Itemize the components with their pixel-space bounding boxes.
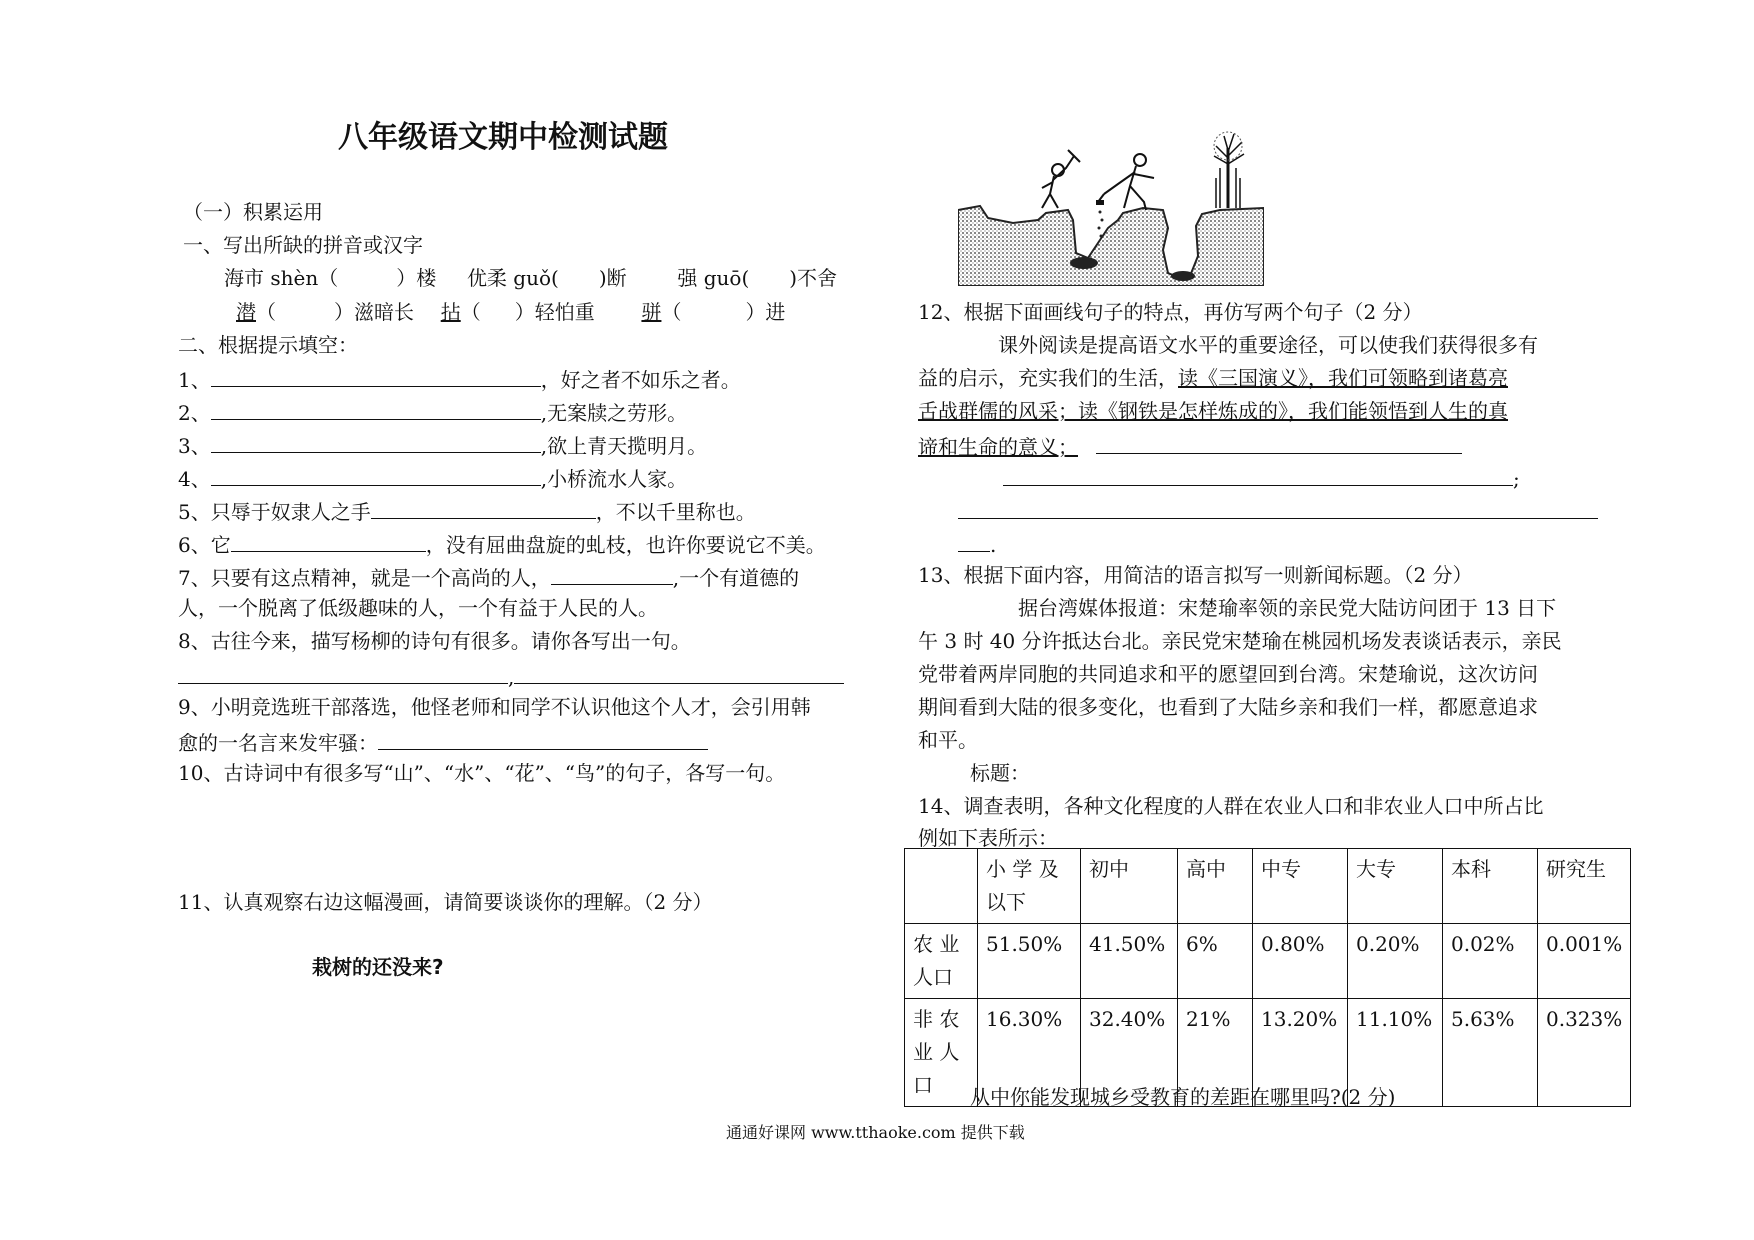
q1-line2: 潜（ ）滋暗长 拈（ ）轻怕重 骈（ ）进 (236, 300, 786, 324)
fill-item-9: 9、小明竞选班干部落选，他怪老师和同学不认识他这个人才，会引用韩 (178, 695, 811, 719)
table-header: 中专 (1253, 849, 1348, 924)
answer-blank[interactable] (211, 366, 541, 387)
answer-blank[interactable] (1096, 433, 1462, 454)
fill-item-5: 5、只辱于奴隶人之手 ，不以千里称也。 (178, 500, 756, 524)
fill-item-7-cont: 人，一个脱离了低级趣味的人，一个有益于人民的人。 (178, 596, 658, 620)
table-cell: 0.001% (1538, 924, 1631, 999)
answer-blank[interactable] (211, 399, 541, 420)
q12-blank-4: . (958, 531, 996, 556)
table-cell: 0.02% (1443, 924, 1538, 999)
answer-blank[interactable] (231, 531, 426, 552)
footer-credit: 通通好课网 www.tthaoke.com 提供下载 (726, 1123, 1025, 1142)
table-cell: 32.40% (1081, 999, 1178, 1107)
fill-item-4: 4、 ,小桥流水人家。 (178, 467, 688, 491)
answer-blank[interactable] (1003, 465, 1513, 486)
table-cell: 0.323% (1538, 999, 1631, 1107)
table-header: 研究生 (1538, 849, 1631, 924)
answer-blank[interactable] (211, 432, 541, 453)
table-cell: 16.30% (978, 999, 1081, 1107)
education-table (904, 848, 1631, 1107)
headline-label: 标题： (970, 761, 1030, 785)
table-header: 小 学 及 以下 (978, 849, 1081, 924)
q1-char-pian: 骈 (641, 300, 662, 324)
q12-para-3: 舌战群儒的风采；读《钢铁是怎样炼成的》，我们能领悟到人生的真 (918, 399, 1508, 423)
fill-item-7: 7、只要有这点精神，就是一个高尚的人， ,一个有道德的 (178, 566, 800, 590)
q13-line-4: 期间看到大陆的很多变化，也看到了大陆乡亲和我们一样，都愿意追求 (918, 695, 1538, 719)
q1-item-c: 强 guō( (677, 266, 750, 290)
answer-blank[interactable] (958, 531, 990, 552)
fill-item-3: 3、 ,欲上青天揽明月。 (178, 434, 708, 458)
fill-item-9-cont: 愈的一名言来发牢骚： (178, 729, 708, 754)
answer-blank[interactable] (514, 663, 844, 684)
page-title: 八年级语文期中检测试题 (338, 120, 668, 155)
answer-blank[interactable] (178, 663, 508, 684)
table-corner (905, 849, 978, 924)
fill-item-8: 8、古往今来，描写杨柳的诗句有很多。请你各写出一句。 (178, 629, 691, 653)
table-cell: 41.50% (1081, 924, 1178, 999)
table-header: 本科 (1443, 849, 1538, 924)
q13-line-2: 午 3 时 40 分许抵达台北。亲民党宋楚瑜在桃园机场发表谈话表示，亲民 (918, 629, 1562, 653)
q1-line1: 海市 shèn（ ）楼 优柔 guǒ( )断 强 guō( )不舍 (224, 266, 838, 290)
fill-item-10: 10、古诗词中有很多写“山”、“水”、“花”、“鸟”的句子，各写一句。 (178, 761, 786, 785)
table-cell: 13.20% (1253, 999, 1348, 1107)
question-12-heading: 12、根据下面画线句子的特点，再仿写两个句子（2 分） (918, 300, 1423, 324)
question-14-line1: 14、调查表明，各种文化程度的人群在农业人口和非农业人口中所占比 (918, 794, 1544, 818)
question-1-heading: 一、写出所缺的拼音或汉字 (183, 233, 423, 257)
table-header: 高中 (1178, 849, 1253, 924)
q13-line-5: 和平。 (918, 728, 978, 752)
table-cell: 6% (1178, 924, 1253, 999)
fill-item-6: 6、它 ，没有屈曲盘旋的虬枝，也许你要说它不美。 (178, 533, 826, 557)
table-cell: 21% (1178, 999, 1253, 1107)
question-11: 11、认真观察右边这幅漫画，请简要谈谈你的理解。（2 分） (178, 890, 713, 914)
q13-line-3: 党带着两岸同胞的共同追求和平的愿望回到台湾。宋楚瑜说，这次访问 (918, 662, 1538, 686)
fill-item-8-blanks: , (178, 663, 844, 688)
table-cell: 0.80% (1253, 924, 1348, 999)
q1-item-a: 海市 shèn（ (224, 266, 339, 290)
answer-blank[interactable] (958, 498, 1598, 519)
q12-para-4: 谛和生命的意义； (918, 433, 1462, 458)
q12-para-2: 益的启示，充实我们的生活，读《三国演义》，我们可领略到诸葛亮 (918, 366, 1508, 390)
table-cell: 0.20% (1348, 924, 1443, 999)
answer-blank[interactable] (211, 465, 541, 486)
fill-item-2: 2、 ,无案牍之劳形。 (178, 401, 688, 425)
answer-blank[interactable] (371, 498, 596, 519)
cartoon-illustration (958, 128, 1264, 286)
q13-line-1: 据台湾媒体报道：宋楚瑜率领的亲民党大陆访问团于 13 日下 (1018, 596, 1557, 620)
section-heading: （一）积累运用 (183, 200, 323, 224)
question-14-line2: 例如下表所示： (918, 826, 1058, 850)
table-cell: 5.63% (1443, 999, 1538, 1107)
table-cell: 11.10% (1348, 999, 1443, 1107)
row-label: 农 业 人口 (905, 924, 978, 999)
fill-item-1: 1、 ，好之者不如乐之者。 (178, 368, 741, 392)
table-row (905, 924, 1631, 999)
row-label: 非 农 业 人 口 (905, 999, 978, 1107)
table-header-row (905, 849, 1631, 924)
q12-blank-2: ; (1003, 465, 1520, 490)
q12-para-1: 课外阅读是提高语文水平的重要途径，可以使我们获得很多有 (998, 333, 1538, 357)
q12-blank-3 (958, 498, 1598, 523)
q1-char-nian: 拈 (440, 300, 461, 324)
answer-blank[interactable] (378, 729, 708, 750)
q1-char-qian: 潜 (236, 300, 256, 324)
question-14-prompt: 从中你能发现城乡受教育的差距在哪里吗?(2 分) (970, 1085, 1396, 1109)
q1-item-b: 优柔 guǒ( (466, 266, 559, 290)
cartoon-caption: 栽树的还没来? (312, 955, 444, 979)
table-cell: 51.50% (978, 924, 1081, 999)
question-2-heading: 二、根据提示填空： (178, 333, 358, 357)
question-13-heading: 13、根据下面内容，用简洁的语言拟写一则新闻标题。（2 分） (918, 563, 1473, 587)
answer-blank[interactable] (551, 564, 673, 585)
underlined-sentence: 读《三国演义》，我们可领略到诸葛亮 (1178, 366, 1508, 390)
table-header: 大专 (1348, 849, 1443, 924)
table-header: 初中 (1081, 849, 1178, 924)
